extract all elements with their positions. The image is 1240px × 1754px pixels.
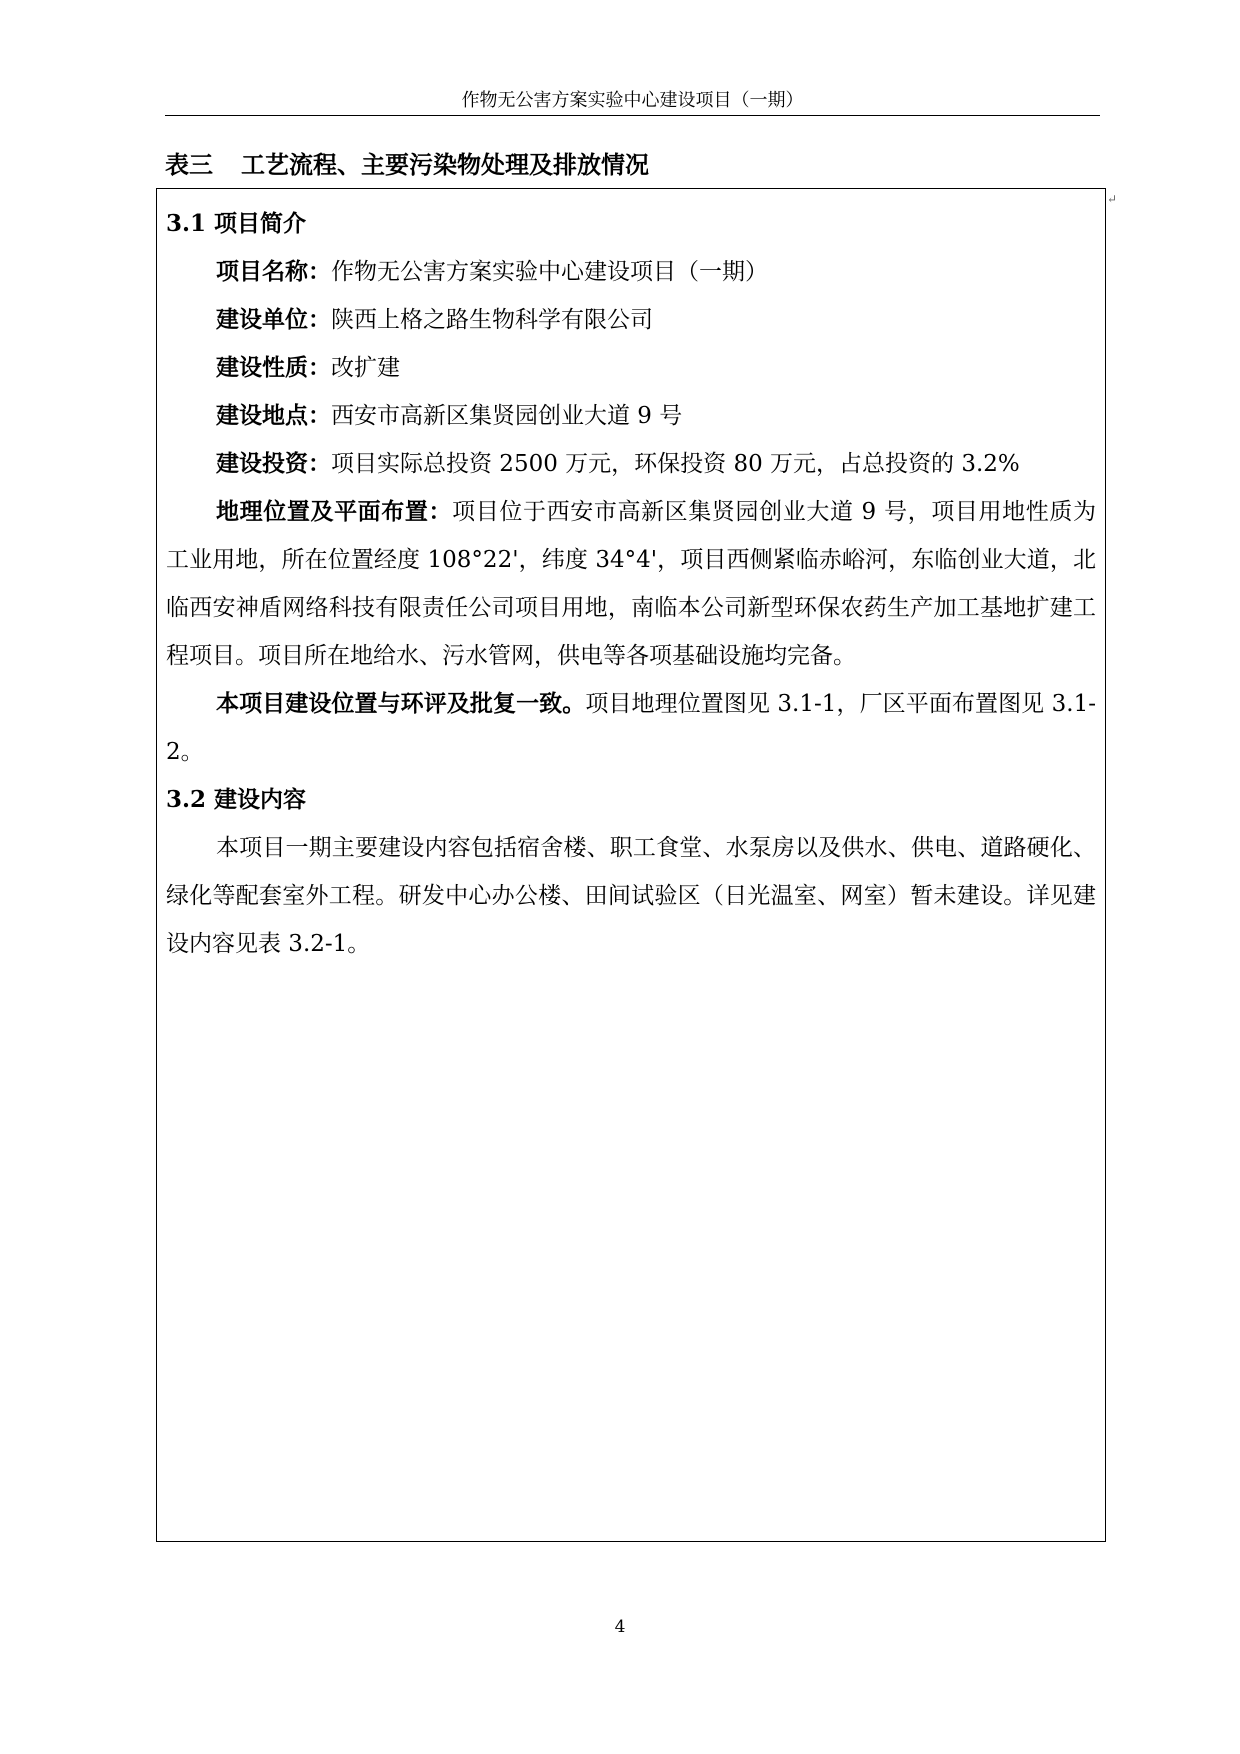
field-label: 建设投资：: [216, 450, 331, 477]
location-text: 项目位于西安市高新区集贤园创业大道 9 号，项目用地性质为工业用地，所在位置经度 108°22'，纬度 34°4'，项目西侧紧临赤峪河，东临创业大道，北临西安神盾网络科技有限责任公司项目用地，南临本公司新型环保农药生产加工基地扩建工程项目。项目所在地给水、污水管网，供电等各项基础设施均完备。: [166, 499, 1097, 669]
table-title: [165, 148, 649, 182]
page-number: 4: [614, 1617, 626, 1637]
consistency-text: 项目地理位置图见 3.1-1，厂区平面布置图见 3.1-2。: [166, 691, 1096, 765]
field-label: 建设性质：: [216, 354, 331, 381]
field-builder: [166, 296, 1096, 344]
field-site: [166, 392, 1096, 440]
return-mark-icon: ↵: [1107, 192, 1118, 206]
field-label: 建设地点：: [216, 402, 331, 429]
content-body: [166, 200, 1096, 968]
field-value: 作物无公害方案实验中心建设项目（一期）: [331, 259, 768, 285]
field-project-name: [166, 248, 1096, 296]
running-header-title: 作物无公害方案实验中心建设项目（一期）: [461, 90, 804, 111]
location-paragraph: [166, 488, 1096, 680]
consistency-label: 本项目建设位置与环评及批复一致。: [216, 690, 586, 717]
field-value: 西安市高新区集贤园创业大道 9 号: [331, 403, 683, 429]
section-heading-3-2: 3.2 建设内容: [166, 786, 307, 813]
field-value: 改扩建: [331, 355, 400, 381]
table-title-number: 表三: [165, 150, 213, 179]
field-value: 项目实际总投资 2500 万元，环保投资 80 万元，占总投资的 3.2%: [331, 451, 1020, 477]
table-title-text: 工艺流程、主要污染物处理及排放情况: [241, 150, 649, 179]
field-value: 陕西上格之路生物科学有限公司: [331, 307, 653, 333]
field-investment: [166, 440, 1096, 488]
field-nature: [166, 344, 1096, 392]
field-label: 建设单位：: [216, 306, 331, 333]
consistency-paragraph: [166, 680, 1096, 776]
running-header: [165, 87, 1100, 116]
location-label: 地理位置及平面布置：: [216, 498, 453, 525]
section-heading-3-1: 3.1 项目简介: [166, 210, 307, 237]
field-label: 项目名称：: [216, 258, 331, 285]
construction-content-paragraph: 本项目一期主要建设内容包括宿舍楼、职工食堂、水泵房以及供水、供电、道路硬化、绿化等配套室外工程。研发中心办公楼、田间试验区（日光温室、网室）暂未建设。详见建设内容见表 3.2-1。: [166, 835, 1096, 957]
